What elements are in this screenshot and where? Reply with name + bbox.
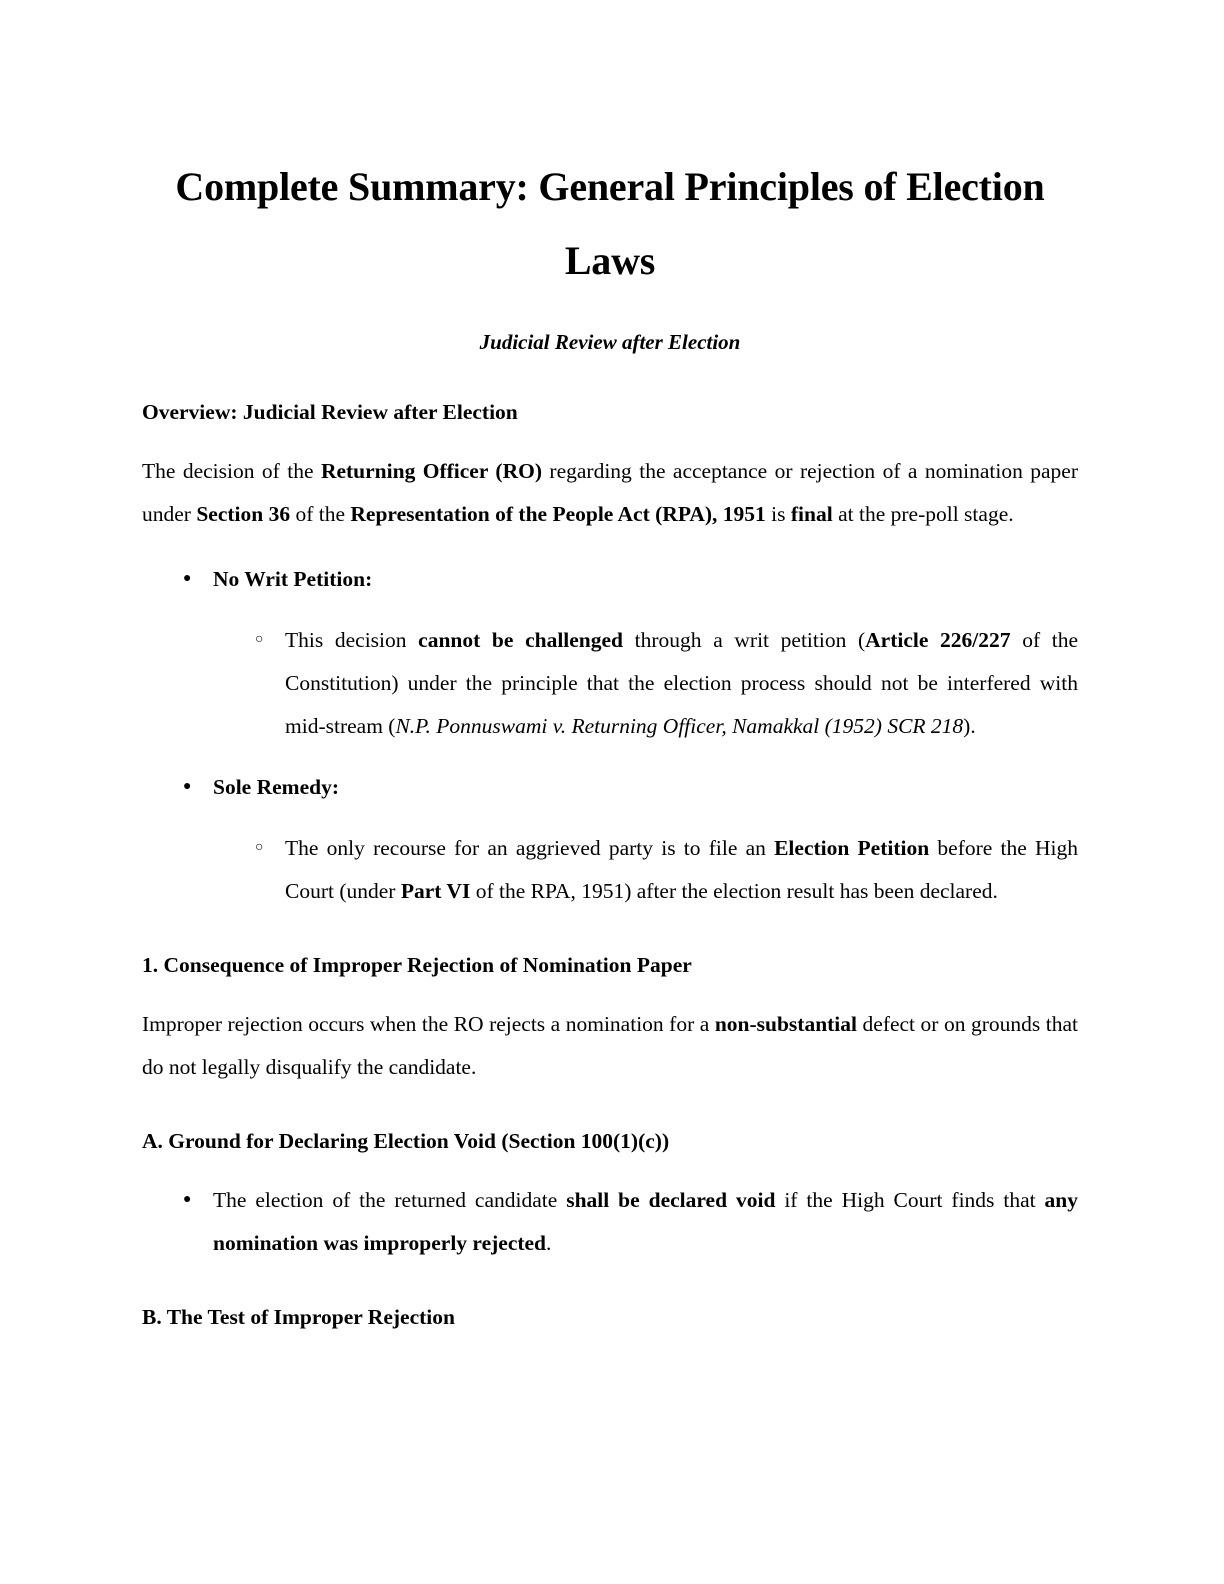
overview-paragraph (142, 450, 1078, 536)
text-run: This decision (285, 627, 419, 652)
text-run: through a writ petition ( (623, 627, 866, 652)
heading-section-1: 1. Consequence of Improper Rejection of Nomination Paper (142, 952, 692, 977)
sub-bullet-list-sole-remedy (213, 827, 1078, 913)
text-run-bold: final (790, 501, 833, 526)
list-item-no-writ-petition (142, 558, 1078, 748)
text-run: if the High Court finds that (775, 1188, 1045, 1213)
overview-bullet-list (142, 558, 1078, 913)
text-run: of the Constitution) under the principle that the election process should not be interfered with mid-stream ( (285, 627, 1079, 738)
text-run-bold: Article 226/227 (865, 627, 1011, 652)
text-run: is (765, 501, 791, 526)
section-1-paragraph (142, 1003, 1078, 1089)
text-run: The decision of the (142, 458, 321, 483)
text-run-bold: Election Petition (774, 835, 930, 860)
text-run-bold: Representation of the People Act (RPA), 1951 (350, 501, 766, 526)
text-run-bold: shall be declared void (566, 1188, 776, 1213)
text-run: regarding the acceptance or rejection of a nomination paper under (142, 458, 1078, 526)
bullet-label: Sole Remedy: (213, 774, 339, 799)
text-run: The only recourse for an aggrieved party is to file an (285, 835, 775, 860)
heading-overview: Overview: Judicial Review after Election (142, 399, 518, 424)
text-run: of the (290, 501, 351, 526)
text-run: defect or on grounds that do not legally disqualify the candidate. (142, 1012, 1078, 1080)
heading-section-1-b: B. The Test of Improper Rejection (142, 1305, 455, 1330)
sub-bullet-list-no-writ-petition (213, 619, 1078, 748)
page-title: Complete Summary: General Principles of Election Laws (175, 164, 1045, 283)
heading-section-1-a: A. Ground for Declaring Election Void (Section 100(1)(c)) (142, 1129, 670, 1154)
text-run-bold: cannot be challenged (418, 627, 624, 652)
case-citation: N.P. Ponnuswami v. Returning Officer, Namakkal (1952) SCR 218 (395, 713, 964, 738)
bullet-label: No Writ Petition: (213, 566, 373, 591)
text-run: before the High Court (under (285, 835, 1079, 903)
text-run: . (546, 1231, 552, 1256)
text-run-bold: non-substantial (714, 1012, 858, 1037)
text-run: The election of the returned candidate (213, 1188, 567, 1213)
document-subtitle: Judicial Review after Election (479, 330, 741, 354)
text-run-bold: any nomination was improperly rejected (213, 1188, 1078, 1256)
text-run-bold: Part VI (400, 878, 471, 903)
list-item (213, 827, 1078, 913)
text-run: Improper rejection occurs when the RO rejects a nomination for a (142, 1012, 715, 1037)
document-content (142, 150, 1078, 1334)
list-item (213, 619, 1078, 748)
text-run: of the RPA, 1951) after the election result has been declared. (470, 878, 998, 903)
text-run-bold: Returning Officer (RO) (320, 458, 542, 483)
text-run: ). (963, 713, 976, 738)
text-run-bold: Section 36 (196, 501, 291, 526)
section-1-a-bullet-list (142, 1179, 1078, 1265)
list-item-sole-remedy (142, 766, 1078, 913)
list-item (142, 1179, 1078, 1265)
text-run: at the pre-poll stage. (832, 501, 1014, 526)
